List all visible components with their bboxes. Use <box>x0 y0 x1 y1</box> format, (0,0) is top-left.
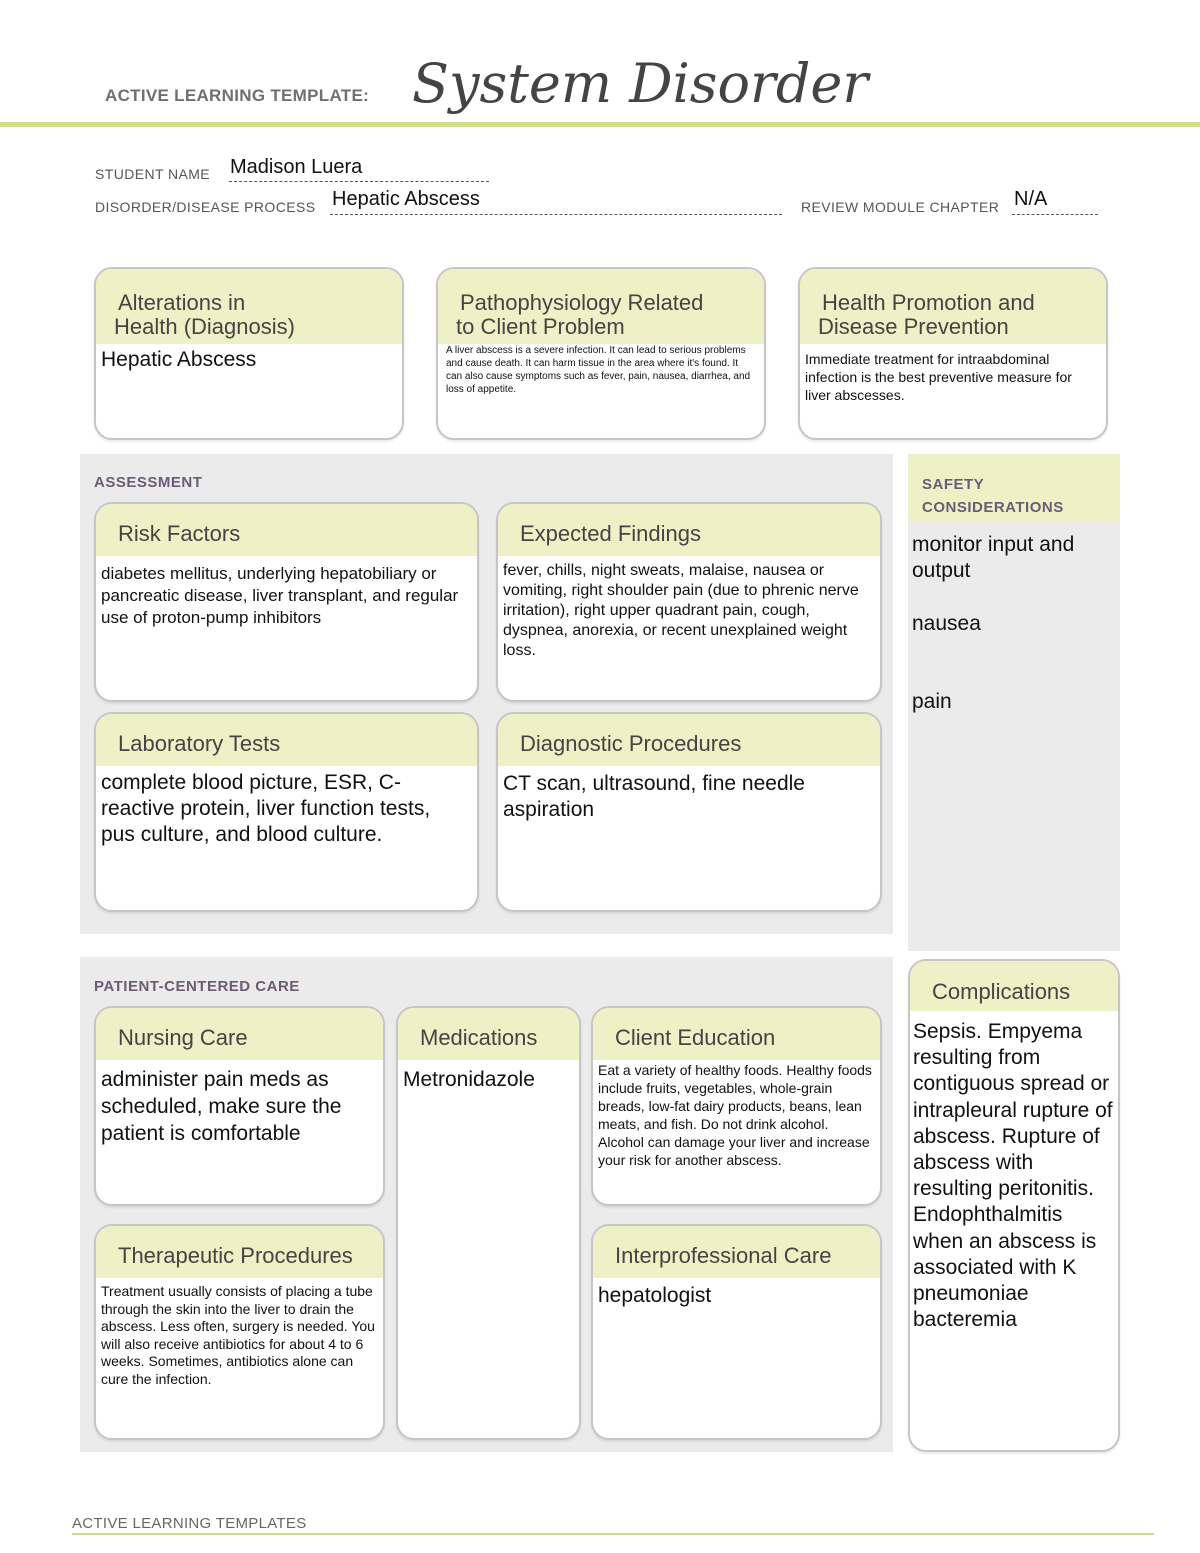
pathophysiology-card-body[interactable]: A liver abscess is a severe infection. It can lead to serious problems and cause death. It can harm tissue in the area where it's found. It can also cause symptoms such as fever, pain, nausea, diarrhea, and loss of appetite. <box>446 345 751 395</box>
disorder-underline <box>330 214 782 215</box>
diagnostic-procedures-card-title: Diagnostic Procedures <box>520 731 742 756</box>
risk-factors-card <box>94 502 479 702</box>
safety-item[interactable]: pain <box>912 690 952 713</box>
student-name-underline <box>229 181 489 182</box>
therapeutic-procedures-card-body[interactable]: Treatment usually consists of placing a tube through the skin into the liver to drain the abscess. Less often, surgery is needed. You will also receive antibiotics for about 4 to 6 weeks. Sometimes, antibiotics alone can cure the infection. <box>101 1283 375 1387</box>
expected-findings-card <box>496 502 882 702</box>
medications-card <box>396 1006 581 1440</box>
interprofessional-care-card-title: Interprofessional Care <box>615 1243 832 1268</box>
medications-card-title: Medications <box>420 1025 538 1050</box>
nursing-care-card-title: Nursing Care <box>118 1025 248 1050</box>
review-chapter-underline <box>1012 214 1098 215</box>
alterations-card-title: Alterations in Health (Diagnosis) <box>114 290 295 339</box>
diagnostic-procedures-card-body[interactable]: CT scan, ultrasound, fine needle aspiration <box>503 772 805 821</box>
interprofessional-care-card-body[interactable]: hepatologist <box>598 1284 712 1307</box>
client-education-card <box>591 1006 882 1206</box>
complications-card-body[interactable]: Sepsis. Empyema resulting from contiguous spread or intrapleural rupture of abscess. Rupture of abscess with resulting peritonitis. Endophthalmitis when an abscess is associated with K pneumoniae bacteremia <box>913 1020 1113 1332</box>
footer-text: ACTIVE LEARNING TEMPLATES <box>72 1515 307 1532</box>
safety-heading: SAFETY CONSIDERATIONS <box>922 476 1064 516</box>
disorder-label: DISORDER/DISEASE PROCESS <box>95 199 316 215</box>
risk-factors-card-body[interactable]: diabetes mellitus, underlying hepatobiliary or pancreatic disease, liver transplant, and regular use of proton-pump inhibitors <box>101 564 459 627</box>
pathophysiology-card <box>436 267 766 440</box>
review-chapter-value[interactable]: N/A <box>1014 188 1048 210</box>
laboratory-tests-card-body[interactable]: complete blood picture, ESR, C-reactive protein, liver function tests, pus culture, and blood culture. <box>101 771 431 846</box>
review-chapter-label: REVIEW MODULE CHAPTER <box>801 199 1000 215</box>
header-rule <box>0 122 1200 127</box>
disorder-value[interactable]: Hepatic Abscess <box>332 188 480 210</box>
therapeutic-procedures-card-title: Therapeutic Procedures <box>118 1243 353 1268</box>
expected-findings-card-title: Expected Findings <box>520 521 701 546</box>
laboratory-tests-card <box>94 712 479 912</box>
safety-item[interactable]: monitor input and output <box>912 533 1075 582</box>
template-name: System Disorder <box>412 52 869 115</box>
student-name-label: STUDENT NAME <box>95 166 210 182</box>
template-label: ACTIVE LEARNING TEMPLATE: <box>105 86 370 105</box>
health-promotion-card <box>798 267 1108 440</box>
nursing-care-card <box>94 1006 385 1206</box>
therapeutic-procedures-card <box>94 1224 385 1440</box>
patient-centered-care-heading: PATIENT-CENTERED CARE <box>94 978 300 995</box>
assessment-heading: ASSESSMENT <box>94 474 203 491</box>
interprofessional-care-card <box>591 1224 882 1440</box>
safety-item[interactable]: nausea <box>912 612 981 635</box>
medications-card-body[interactable]: Metronidazole <box>403 1068 535 1091</box>
pathophysiology-card-title: Pathophysiology Related to Client Problem <box>456 290 704 339</box>
expected-findings-card-body[interactable]: fever, chills, night sweats, malaise, nausea or vomiting, right shoulder pain (due to phrenic nerve irritation), right upper quadrant pain, cough, dyspnea, anorexia, or recent unexplained weight loss. <box>503 562 859 659</box>
student-name-value[interactable]: Madison Luera <box>230 156 363 178</box>
alterations-card-body[interactable]: Hepatic Abscess <box>101 348 257 371</box>
health-promotion-card-title: Health Promotion and Disease Prevention <box>818 290 1035 339</box>
complications-card-title: Complications <box>932 979 1071 1004</box>
laboratory-tests-card-title: Laboratory Tests <box>118 731 281 756</box>
risk-factors-card-title: Risk Factors <box>118 521 241 546</box>
client-education-card-body[interactable]: Eat a variety of healthy foods. Healthy foods include fruits, vegetables, whole-grain breads, low-fat dairy products, beans, lean meats, and fish. Do not drink alcohol. Alcohol can damage your liver and increase your risk for another abscess. <box>598 1062 872 1168</box>
footer-rule <box>72 1533 1154 1535</box>
complications-card <box>908 959 1120 1452</box>
health-promotion-card-body[interactable]: Immediate treatment for intraabdominal infection is the best preventive measure for liver abscesses. <box>805 351 1072 403</box>
nursing-care-card-body[interactable]: administer pain meds as scheduled, make sure the patient is comfortable <box>101 1068 342 1145</box>
client-education-card-title: Client Education <box>615 1025 776 1050</box>
diagnostic-procedures-card <box>496 712 882 912</box>
alterations-card <box>94 267 404 440</box>
